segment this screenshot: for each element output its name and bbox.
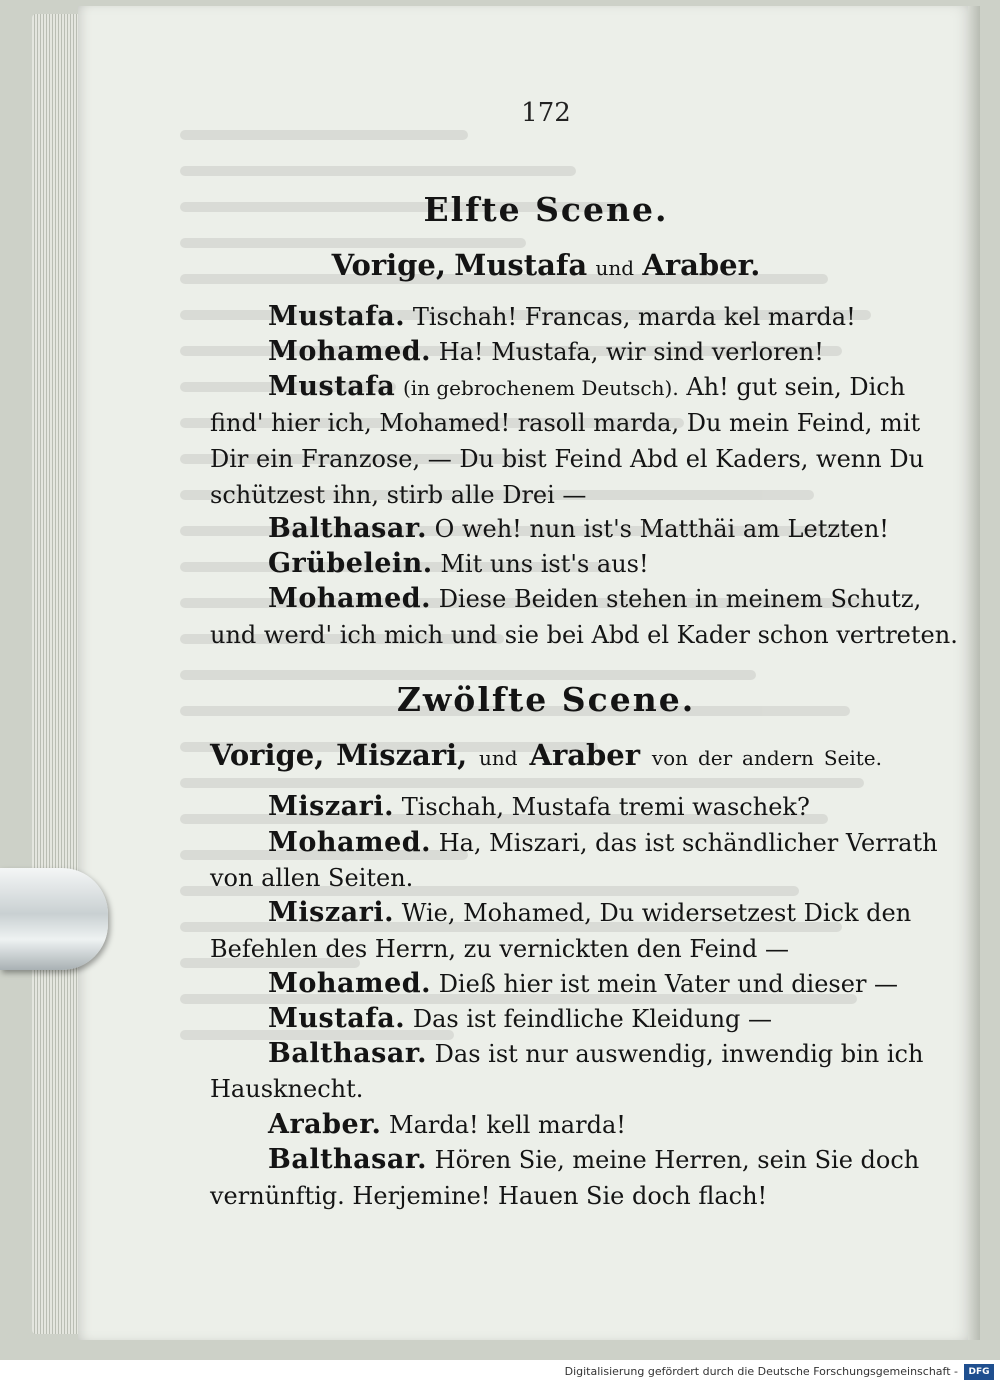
speaker-name: Araber. — [268, 1109, 382, 1140]
dialogue-line — [268, 967, 899, 1001]
footer-credit: Digitalisierung gefördert durch die Deutsche Forschungsgemeinschaft - — [564, 1365, 958, 1378]
line-text: Dieß hier ist mein Vater und dieser — — [438, 970, 899, 998]
speaker-name: Mohamed. — [268, 968, 432, 999]
continuation-line: Befehlen des Herrn, zu vernickten den Feind — — [210, 935, 789, 963]
line-text: Mit uns ist's aus! — [440, 550, 649, 578]
scene-cast — [210, 248, 882, 282]
speaker-name: Mohamed. — [268, 336, 432, 367]
dialogue-line — [268, 300, 882, 334]
continuation-line: vernünftig. Herjemine! Hauen Sie doch flach! — [210, 1182, 768, 1210]
dialogue-line — [268, 547, 882, 581]
dialogue-line — [268, 896, 912, 930]
scene-cast — [210, 738, 882, 772]
speaker-name: Mustafa. — [268, 301, 406, 332]
cast-name: Mustafa — [454, 248, 588, 282]
cast-connector: und — [479, 746, 518, 770]
speaker-name: Mustafa. — [268, 1003, 406, 1034]
speaker-name: Miszari. — [268, 897, 395, 928]
line-text: Tischah, Mustafa tremi waschek? — [401, 793, 810, 821]
continuation-line: schützest ihn, stirb alle Drei — — [210, 481, 587, 509]
line-text: O weh! nun ist's Matthäi am Letzten! — [434, 515, 889, 543]
dialogue-line — [268, 335, 882, 369]
speaker-name: Grübelein. — [268, 548, 433, 579]
line-text: Das ist nur auswendig, inwendig bin ich — [434, 1040, 924, 1068]
dfg-logo: DFG — [964, 1364, 994, 1380]
cast-name: Vorige, — [331, 248, 446, 282]
stage-direction: (in gebrochenem Deutsch). — [402, 376, 679, 400]
cast-name: Araber. — [642, 248, 761, 282]
page-number: 172 — [521, 98, 571, 128]
dialogue-line — [268, 1108, 882, 1142]
stage-direction: von der andern Seite. — [651, 746, 883, 770]
cast-connector: und — [595, 256, 635, 280]
speaker-name: Miszari. — [268, 791, 395, 822]
book-gutter-edge — [968, 6, 980, 1340]
scene-title: Elfte Scene. — [423, 190, 669, 229]
line-text: Tischah! Francas, marda kel marda! — [412, 303, 856, 331]
continuation-line: und werd' ich mich und sie bei Abd el Kader schon vertreten. — [210, 621, 958, 649]
page-clip — [0, 868, 108, 970]
line-text: Ha! Mustafa, wir sind verloren! — [438, 338, 824, 366]
continuation-line: Hausknecht. — [210, 1075, 364, 1103]
cast-name: Araber — [529, 738, 641, 772]
line-text: Ha, Miszari, das ist schändlicher Verrath — [438, 829, 938, 857]
line-text: Diese Beiden stehen in meinem Schutz, — [438, 585, 922, 613]
speaker-name: Balthasar. — [268, 1038, 428, 1069]
cast-name: Vorige, — [210, 738, 325, 772]
continuation-line: von allen Seiten. — [210, 864, 414, 892]
speaker-name: Balthasar. — [268, 513, 428, 544]
speaker-name: Mohamed. — [268, 827, 432, 858]
speaker-name: Balthasar. — [268, 1144, 428, 1175]
line-text: Marda! kell marda! — [389, 1111, 626, 1139]
dialogue-line — [268, 1002, 882, 1036]
cast-name: Miszari, — [336, 738, 468, 772]
dialogue-line — [268, 370, 906, 405]
dialogue-line — [268, 1143, 920, 1177]
speaker-name: Mohamed. — [268, 583, 432, 614]
dialogue-line — [268, 582, 922, 616]
dialogue-line — [268, 512, 889, 546]
book-page-edges — [32, 14, 84, 1334]
dialogue-line — [268, 790, 882, 824]
digitization-footer — [0, 1361, 1000, 1385]
continuation-line: Dir ein Franzose, — Du bist Feind Abd el Kaders, wenn Du — [210, 445, 925, 473]
dialogue-line — [268, 1037, 924, 1071]
scene-title: Zwölfte Scene. — [396, 680, 696, 719]
continuation-line: find' hier ich, Mohamed! rasoll marda, Du mein Feind, mit — [210, 409, 921, 437]
line-text: Das ist feindliche Kleidung — — [412, 1005, 773, 1033]
dialogue-line — [268, 826, 938, 860]
speaker-name: Mustafa — [268, 371, 396, 402]
line-text: Hören Sie, meine Herren, sein Sie doch — [434, 1146, 920, 1174]
line-text: Ah! gut sein, Dich — [686, 373, 906, 401]
line-text: Wie, Mohamed, Du widersetzest Dick den — [401, 899, 912, 927]
